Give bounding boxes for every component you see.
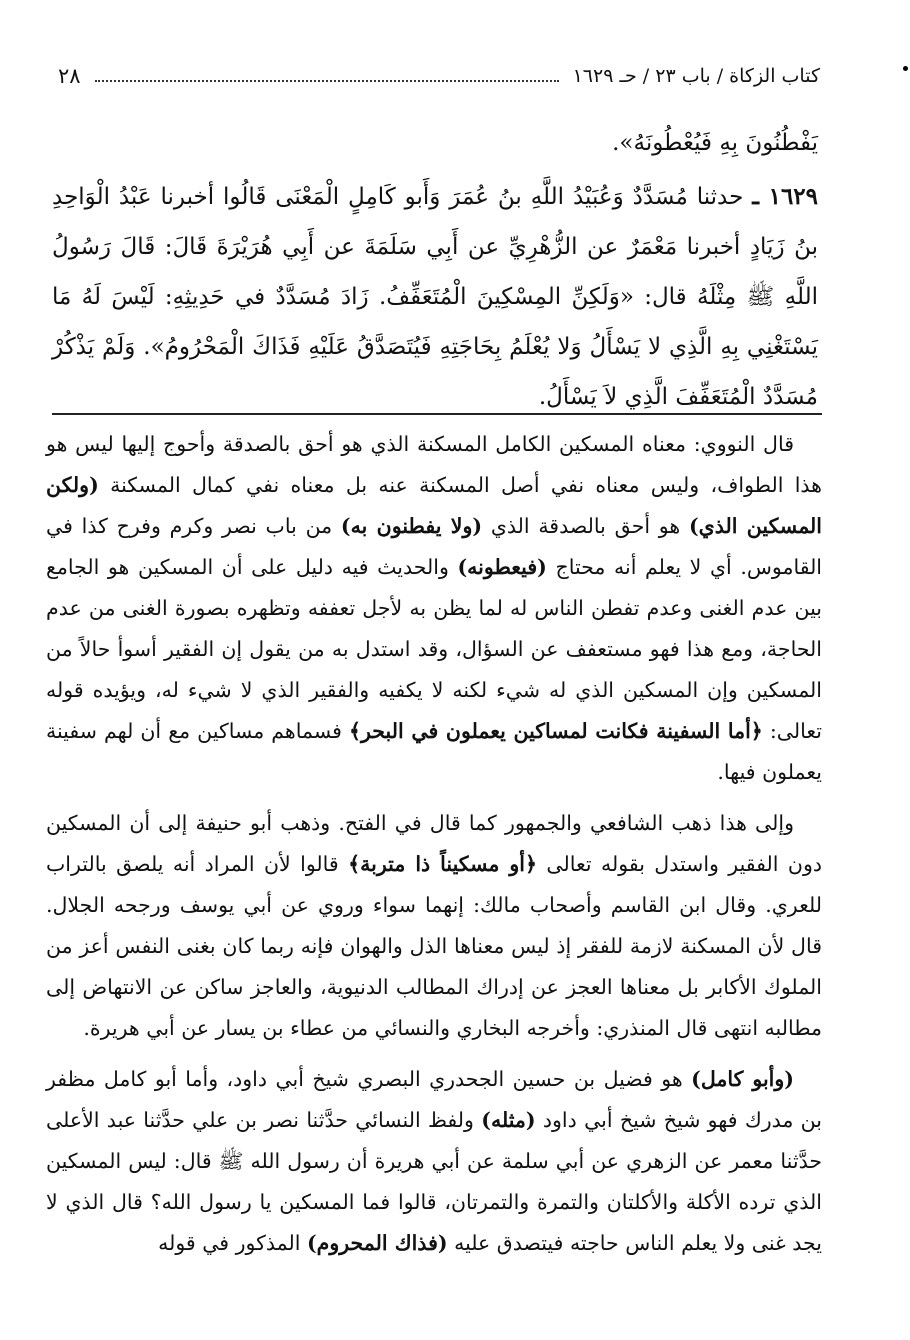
text-run: هو فضيل بن حسين الجحدري البصري شيخ أبي داود، وأما أبو كامل مظفر بن مدرك فهو شيخ شيخ أبي داود bbox=[46, 1067, 822, 1132]
commentary-section bbox=[46, 424, 822, 1274]
hadith-body: حدثنا مُسَدَّدٌ وَعُبَيْدُ اللَّهِ بنُ عُمَرَ وَأَبو كَامِلٍ الْمَعْنَى قَالُوا أخبرنا عَبْدُ الْوَاحِدِ بنُ زَيَادٍ أخبرنا مَعْمَرٌ عن الزُّهْرِيِّ عن أَبِي سَلَمَةَ عن أَبِي هُرَيْرَةَ قَالَ: قَالَ رَسُولُ اللَّهِ ﷺ مِثْلَهُ قال: «وَلَكِنِّ المِسْكِينَ الْمُتَعَفِّفُ. زَادَ مُسَدَّدٌ في حَدِيثِهِ: لَيْسَ لَهُ مَا يَسْتَغْنِي بِهِ الَّذِي لا يَسْأَلُ وَلا يُعْلَمُ بِحَاجَتِهِ فَيُتَصَدَّقُ عَلَيْهِ فَذَاكَ الْمَحْرُومُ». وَلَمْ يَذْكُرْ مُسَدَّدٌ الْمُتَعَفِّفَ الَّذِي لاَ يَسْأَلُ. bbox=[52, 184, 818, 410]
text-run: قال النووي: معناه المسكين الكامل المسكنة الذي هو أحق بالصدقة وأحوج إليها ليس هو هذا الطواف، وليس معناه نفي أصل المسكنة عنه بل معناه نفي كمال المسكنة bbox=[46, 432, 822, 497]
commentary-paragraph-3 bbox=[46, 1059, 822, 1264]
text-run: المذكور في قوله bbox=[158, 1231, 307, 1255]
hadith-1629 bbox=[52, 172, 818, 422]
scan-edge-mark bbox=[903, 66, 908, 71]
quran-quote: ﴿أو مسكيناً ذا متربة﴾ bbox=[348, 852, 538, 876]
header-dotted-leader bbox=[95, 70, 559, 82]
hadith-main-text bbox=[52, 118, 818, 422]
bold-quote: (وأبو كامل) bbox=[691, 1067, 794, 1091]
running-title: كتاب الزكاة / باب ٢٣ / حـ ١٦٢٩ bbox=[572, 65, 820, 87]
page-number: ٢٨ bbox=[58, 64, 81, 88]
bold-quote: (ولا يفطنون به) bbox=[340, 514, 483, 538]
previous-hadith-continuation: يَفْطُنُونَ بِهِ فَيُعْطُونَهُ». bbox=[612, 130, 818, 156]
text-run: والحديث فيه دليل على أن المسكين هو الجامع بين عدم الغنى وعدم تفطن الناس له لما يظن به لأجل تعففه وتظهره بصورة الغنى من عدم الحاجة، ومع هذا فهو مستعفف عن السؤال، وقد استدل به من يقول إن الفقير أسوأ حالاً من المسكين وإن المسكين الذي له شيء لكنه لا يكفيه والفقير الذي لا شيء له، ويؤيده قوله تعالى: bbox=[46, 555, 822, 743]
commentary-paragraph-1 bbox=[46, 424, 822, 793]
bold-quote: (ولكن المسكين الذي) bbox=[46, 473, 822, 538]
bold-quote: (مثله) bbox=[481, 1108, 536, 1132]
page-header bbox=[58, 62, 820, 90]
commentary-paragraph-2 bbox=[46, 803, 822, 1049]
text-run: قالوا لأن المراد أنه يلصق بالتراب للعري. وقال ابن القاسم وأصحاب مالك: إنهما سواء وروي عن أبي يوسف ورجحه الجلال. قال لأن المسكنة لازمة للفقر إذ ليس معناها الذل والهوان فإنه ربما كان بغنى النفس أعز من الملوك الأكابر بل معناها العجز عن إدراك المطالب الدنيوية، والعاجز ساكن عن الانتهاض إلى مطالبه انتهى قال المنذري: وأخرجه البخاري والنسائي من عطاء بن يسار عن أبي هريرة. bbox=[46, 852, 822, 1040]
footnote-divider bbox=[52, 413, 822, 415]
text-run: وإلى هذا ذهب الشافعي والجمهور كما قال في الفتح. وذهب أبو حنيفة إلى أن المسكين دون الفقير واستدل بقوله تعالى bbox=[46, 811, 822, 876]
text-run: ولفظ النسائي حدَّثنا نصر بن علي حدَّثنا عبد الأعلى حدَّثنا معمر عن الزهري عن أبي سلمة عن أبي هريرة أن رسول الله ﷺ قال: ليس المسكين الذي ترده الأكلة والأكلتان والتمرة والتمرتان، قالوا فما المسكين يا رسول الله؟ قال الذي لا يجد غنى ولا يعلم الناس حاجته فيتصدق عليه bbox=[46, 1108, 822, 1255]
quran-quote: ﴿أما السفينة فكانت لمساكين يعملون في البحر﴾ bbox=[348, 719, 763, 743]
text-run: هو أحق بالصدقة الذي bbox=[482, 514, 689, 538]
text-run: فسماهم مساكين مع أن لهم سفينة يعملون فيها. bbox=[46, 719, 822, 784]
text-run: من باب نصر وكرم وفرح كذا في القاموس. أي لا يعلم أنه محتاج bbox=[46, 514, 823, 579]
bold-quote: (فذاك المحروم) bbox=[306, 1231, 448, 1255]
hadith-number: ١٦٢٩ ـ bbox=[752, 183, 819, 210]
bold-quote: (فيعطونه) bbox=[457, 555, 547, 579]
